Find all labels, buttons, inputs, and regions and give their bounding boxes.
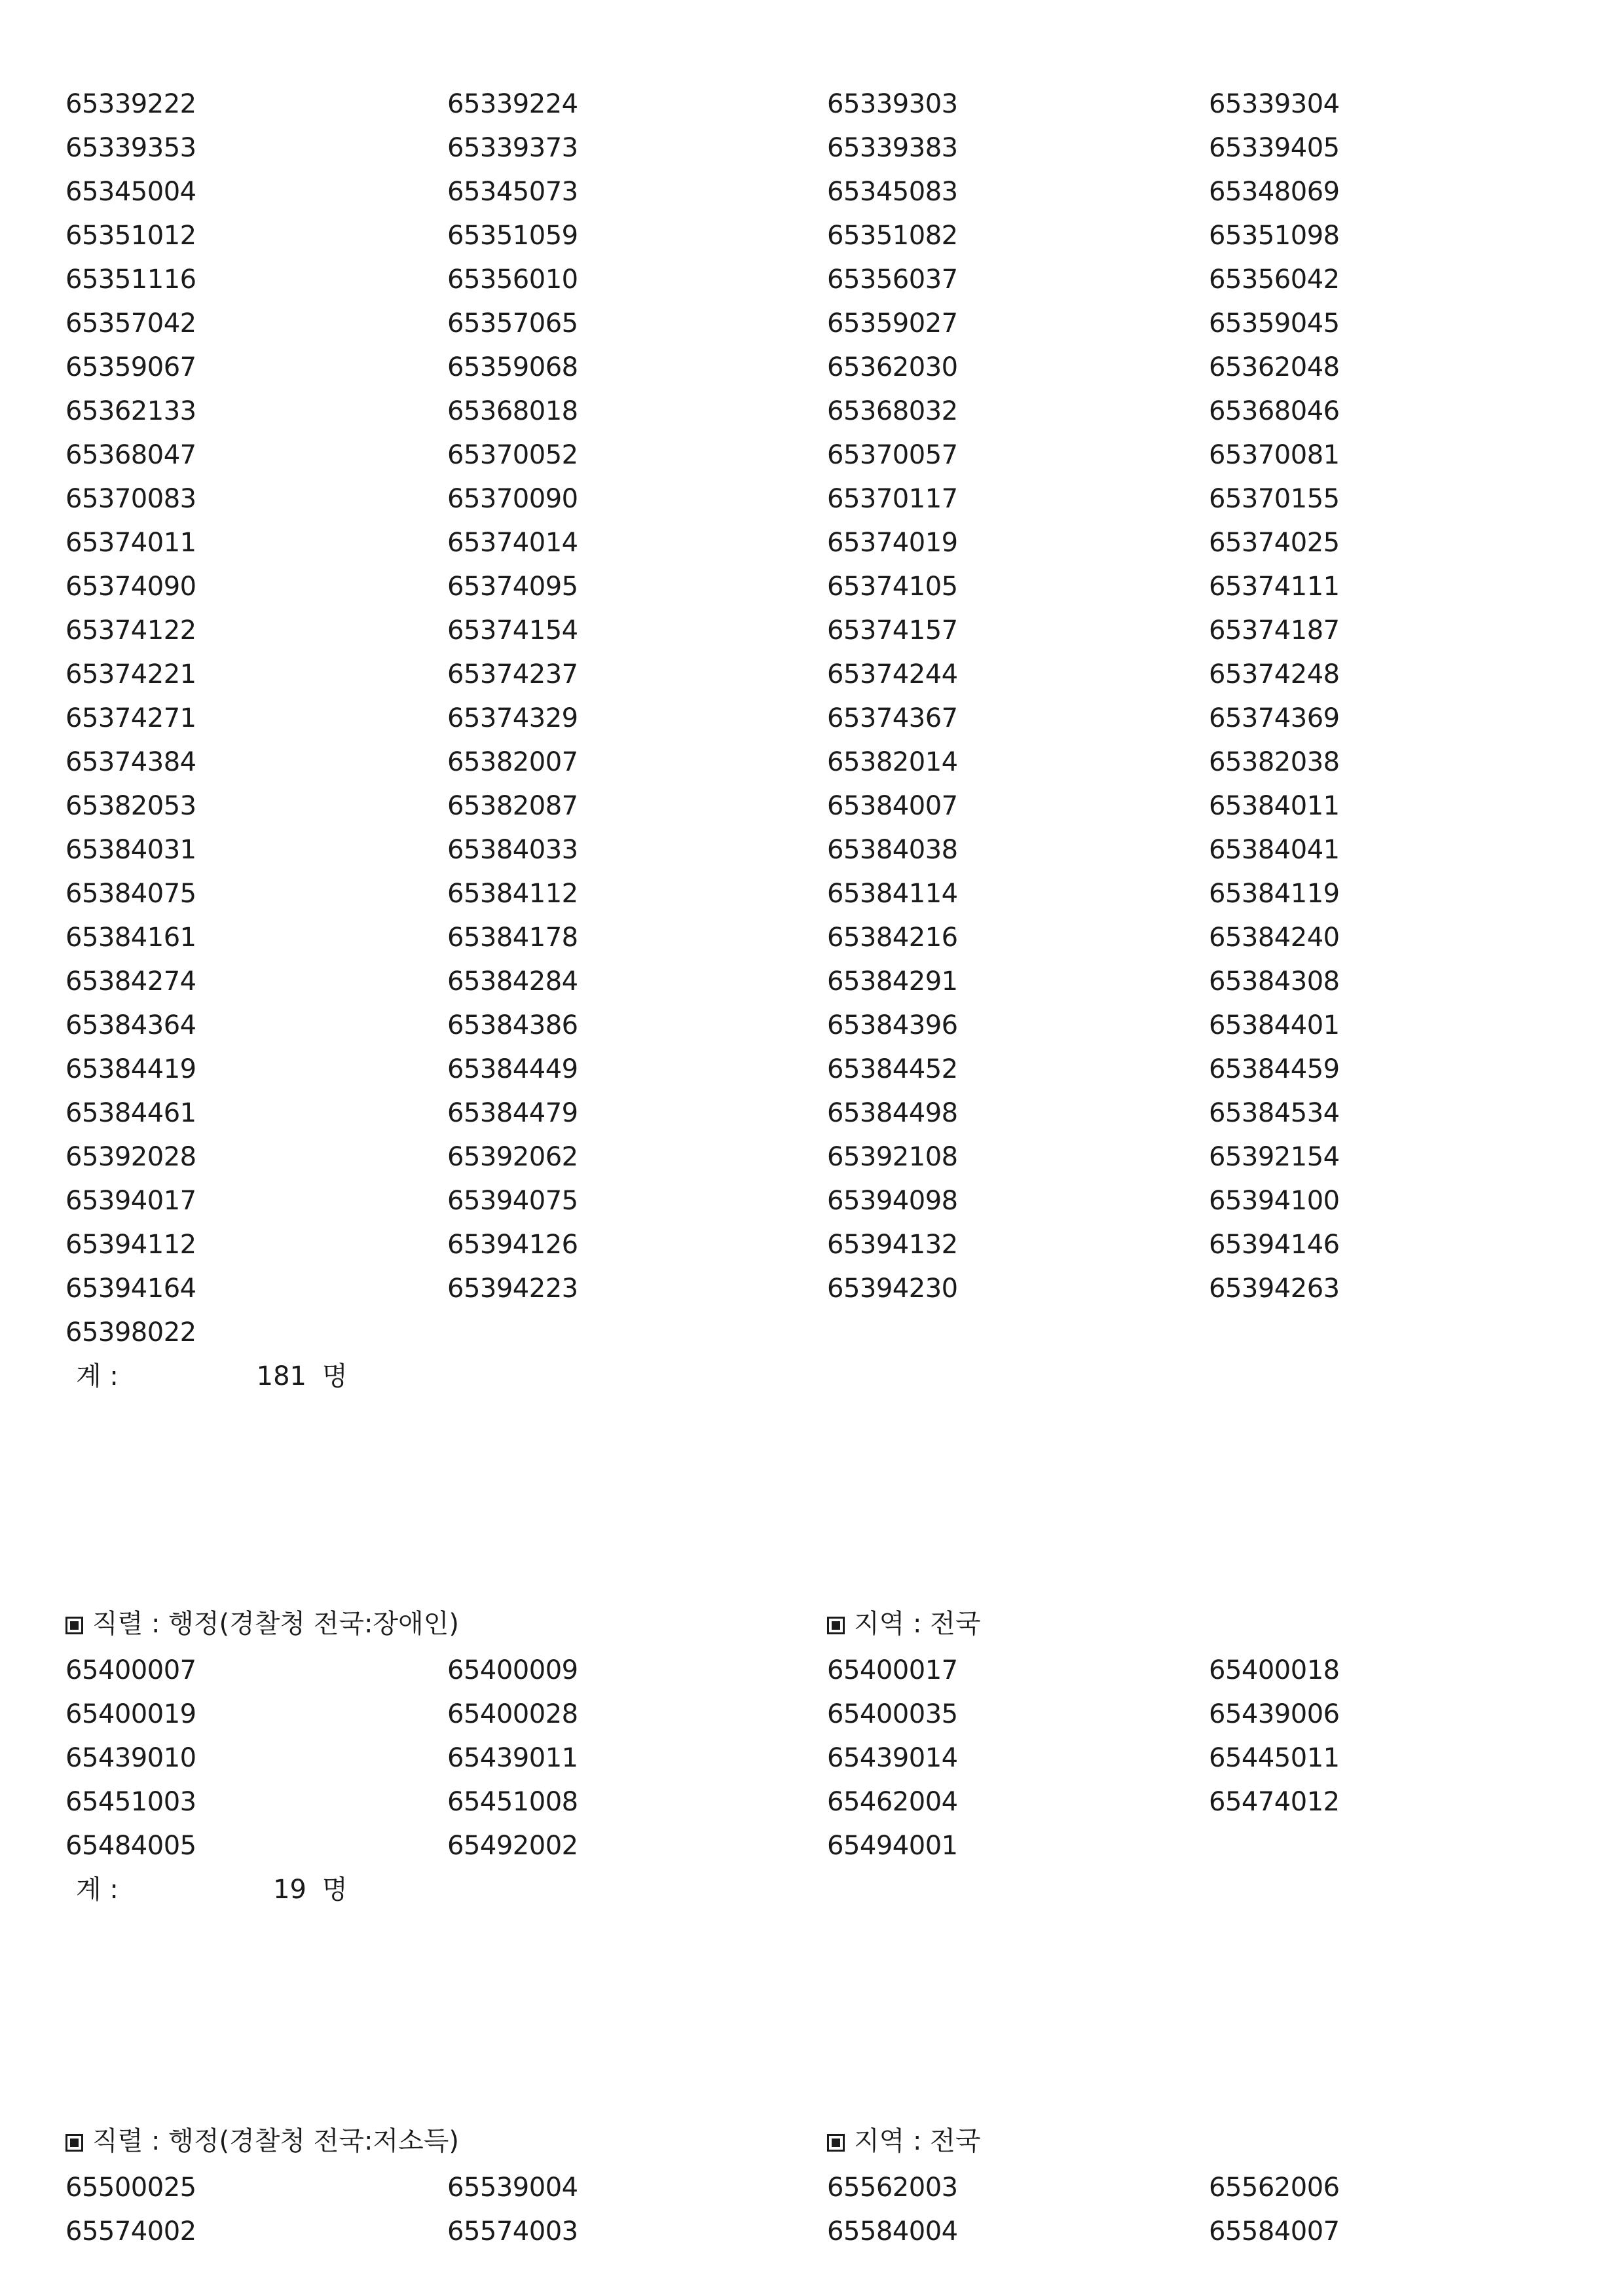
section-list-1 (65, 83, 1559, 1399)
applicant-number: 65400018 (1209, 1655, 1340, 1685)
applicant-number: 65345004 (65, 177, 196, 207)
total-count: 181 (256, 1361, 306, 1391)
applicant-number: 65374154 (447, 615, 578, 646)
applicant-number: 65384112 (447, 879, 578, 909)
applicant-number: 65539004 (447, 2173, 578, 2203)
applicant-number: 65374187 (1209, 615, 1340, 646)
applicant-number: 65351082 (827, 221, 958, 251)
applicant-number: 65384291 (827, 966, 958, 997)
filled-square-icon (65, 2134, 83, 2152)
applicant-number: 65374095 (447, 572, 578, 602)
applicant-number: 65368047 (65, 440, 196, 470)
applicant-number: 65394132 (827, 1230, 958, 1260)
applicant-number: 65374105 (827, 572, 958, 602)
applicant-number: 65394075 (447, 1186, 578, 1216)
applicant-number: 65370057 (827, 440, 958, 470)
applicant-number: 65370155 (1209, 484, 1340, 514)
applicant-number: 65370117 (827, 484, 958, 514)
applicant-number: 65384033 (447, 835, 578, 865)
applicant-number: 65374271 (65, 703, 196, 733)
applicant-number: 65384461 (65, 1098, 196, 1128)
applicant-number: 65374019 (827, 528, 958, 558)
applicant-number: 65394098 (827, 1186, 958, 1216)
applicant-number: 65494001 (827, 1831, 958, 1861)
applicant-number: 65439011 (447, 1743, 578, 1773)
applicant-number: 65584004 (827, 2216, 958, 2247)
applicant-number: 65339304 (1209, 89, 1340, 119)
header-region (827, 2116, 980, 2166)
applicant-number: 65374157 (827, 615, 958, 646)
applicant-number: 65400035 (827, 1699, 958, 1729)
total-label: 계 : (76, 1361, 119, 1391)
applicant-number: 65374090 (65, 572, 196, 602)
applicant-number: 65484005 (65, 1831, 196, 1861)
applicant-number: 65392028 (65, 1142, 196, 1172)
applicant-number: 65384038 (827, 835, 958, 865)
applicant-number: 65368032 (827, 396, 958, 426)
applicant-number: 65351012 (65, 221, 196, 251)
applicant-number: 65384479 (447, 1098, 578, 1128)
applicant-number: 65384007 (827, 791, 958, 821)
applicant-number: 65394017 (65, 1186, 196, 1216)
applicant-number: 65351098 (1209, 221, 1340, 251)
header-region-text: 지역 : 전국 (854, 1609, 981, 1639)
applicant-number: 65384284 (447, 966, 578, 997)
applicant-number: 65339383 (827, 133, 958, 163)
number-grid (65, 2166, 1559, 2254)
applicant-number: 65370083 (65, 484, 196, 514)
header-category-text: 직렬 : 행정(경찰청 전국:장애인) (92, 1609, 459, 1639)
applicant-number: 65374248 (1209, 659, 1340, 689)
applicant-number: 65359027 (827, 308, 958, 339)
applicant-number: 65394146 (1209, 1230, 1340, 1260)
section-header (65, 2116, 1559, 2166)
applicant-number: 65400009 (447, 1655, 578, 1685)
applicant-number: 65374244 (827, 659, 958, 689)
applicant-number: 65374014 (447, 528, 578, 558)
total-row (65, 1355, 1559, 1399)
applicant-number: 65374369 (1209, 703, 1340, 733)
applicant-number: 65384459 (1209, 1054, 1340, 1084)
applicant-number: 65394223 (447, 1274, 578, 1304)
applicant-number: 65356042 (1209, 265, 1340, 295)
applicant-number: 65394126 (447, 1230, 578, 1260)
applicant-number: 65384011 (1209, 791, 1340, 821)
applicant-number: 65562003 (827, 2173, 958, 2203)
applicant-number: 65345083 (827, 177, 958, 207)
applicant-number: 65492002 (447, 1831, 578, 1861)
total-label: 계 : (76, 1875, 119, 1905)
applicant-number: 65384308 (1209, 966, 1340, 997)
applicant-number: 65339222 (65, 89, 196, 119)
applicant-number: 65439014 (827, 1743, 958, 1773)
applicant-number: 65374237 (447, 659, 578, 689)
section-header (65, 1599, 1559, 1649)
total-unit: 명 (322, 1361, 348, 1391)
applicant-number: 65359068 (447, 352, 578, 382)
applicant-number: 65356037 (827, 265, 958, 295)
applicant-number: 65384452 (827, 1054, 958, 1084)
number-grid (65, 1649, 1559, 1868)
applicant-number: 65374011 (65, 528, 196, 558)
applicant-number: 65384401 (1209, 1010, 1340, 1040)
total-unit: 명 (322, 1875, 348, 1905)
applicant-number: 65382053 (65, 791, 196, 821)
applicant-number: 65374025 (1209, 528, 1340, 558)
applicant-number: 65382014 (827, 747, 958, 777)
header-region-text: 지역 : 전국 (854, 2126, 981, 2156)
applicant-number: 65474012 (1209, 1787, 1340, 1817)
applicant-number: 65445011 (1209, 1743, 1340, 1773)
applicant-number: 65500025 (65, 2173, 196, 2203)
header-category (65, 1599, 459, 1649)
applicant-number: 65362133 (65, 396, 196, 426)
applicant-number: 65348069 (1209, 177, 1340, 207)
applicant-number: 65451003 (65, 1787, 196, 1817)
applicant-number: 65339303 (827, 89, 958, 119)
applicant-number: 65384498 (827, 1098, 958, 1128)
applicant-number: 65562006 (1209, 2173, 1340, 2203)
applicant-number: 65359045 (1209, 308, 1340, 339)
applicant-number: 65439010 (65, 1743, 196, 1773)
applicant-number: 65400028 (447, 1699, 578, 1729)
applicant-number: 65394100 (1209, 1186, 1340, 1216)
applicant-number: 65392062 (447, 1142, 578, 1172)
applicant-number: 65574003 (447, 2216, 578, 2247)
section-list-3 (65, 2116, 1559, 2254)
applicant-number: 65384041 (1209, 835, 1340, 865)
applicant-number: 65374221 (65, 659, 196, 689)
applicant-number: 65400007 (65, 1655, 196, 1685)
applicant-number: 65339405 (1209, 133, 1340, 163)
applicant-number: 65384534 (1209, 1098, 1340, 1128)
applicant-number: 65392108 (827, 1142, 958, 1172)
applicant-number: 65356010 (447, 265, 578, 295)
applicant-number: 65362048 (1209, 352, 1340, 382)
applicant-number: 65462004 (827, 1787, 958, 1817)
applicant-number: 65357065 (447, 308, 578, 339)
applicant-number: 65384216 (827, 923, 958, 953)
applicant-number: 65384119 (1209, 879, 1340, 909)
header-category (65, 2116, 459, 2166)
applicant-number: 65400019 (65, 1699, 196, 1729)
applicant-number: 65368046 (1209, 396, 1340, 426)
applicant-number: 65394263 (1209, 1274, 1340, 1304)
applicant-number: 65384114 (827, 879, 958, 909)
applicant-number: 65384386 (447, 1010, 578, 1040)
applicant-number: 65384396 (827, 1010, 958, 1040)
applicant-number: 65384075 (65, 879, 196, 909)
applicant-number: 65362030 (827, 352, 958, 382)
applicant-number: 65374367 (827, 703, 958, 733)
applicant-number: 65384178 (447, 923, 578, 953)
applicant-number: 65359067 (65, 352, 196, 382)
applicant-number: 65394164 (65, 1274, 196, 1304)
header-region (827, 1599, 980, 1649)
applicant-number: 65382038 (1209, 747, 1340, 777)
applicant-number: 65398022 (65, 1317, 196, 1348)
applicant-number: 65584007 (1209, 2216, 1340, 2247)
header-category-text: 직렬 : 행정(경찰청 전국:저소득) (92, 2126, 459, 2156)
applicant-number: 65339373 (447, 133, 578, 163)
applicant-number: 65384031 (65, 835, 196, 865)
applicant-number: 65370052 (447, 440, 578, 470)
filled-square-icon (65, 1617, 83, 1634)
applicant-number: 65351116 (65, 265, 196, 295)
applicant-number: 65339224 (447, 89, 578, 119)
total-row (65, 1868, 1559, 1912)
filled-square-icon (827, 1617, 845, 1634)
applicant-number: 65394230 (827, 1274, 958, 1304)
section-list-2 (65, 1599, 1559, 1912)
applicant-number: 65400017 (827, 1655, 958, 1685)
applicant-number: 65394112 (65, 1230, 196, 1260)
applicant-number: 65357042 (65, 308, 196, 339)
number-grid (65, 83, 1559, 1355)
total-count: 19 (273, 1875, 306, 1905)
applicant-number: 65382087 (447, 791, 578, 821)
applicant-number: 65392154 (1209, 1142, 1340, 1172)
applicant-number: 65374111 (1209, 572, 1340, 602)
filled-square-icon (827, 2134, 845, 2152)
applicant-number: 65451008 (447, 1787, 578, 1817)
applicant-number: 65368018 (447, 396, 578, 426)
applicant-number: 65439006 (1209, 1699, 1340, 1729)
applicant-number: 65382007 (447, 747, 578, 777)
applicant-number: 65374329 (447, 703, 578, 733)
applicant-number: 65384364 (65, 1010, 196, 1040)
applicant-number: 65370090 (447, 484, 578, 514)
applicant-number: 65374122 (65, 615, 196, 646)
applicant-number: 65384274 (65, 966, 196, 997)
applicant-number: 65574002 (65, 2216, 196, 2247)
applicant-number: 65384419 (65, 1054, 196, 1084)
applicant-number: 65374384 (65, 747, 196, 777)
applicant-number: 65370081 (1209, 440, 1340, 470)
applicant-number: 65384240 (1209, 923, 1340, 953)
applicant-number: 65351059 (447, 221, 578, 251)
applicant-number: 65384161 (65, 923, 196, 953)
applicant-number: 65339353 (65, 133, 196, 163)
applicant-number: 65345073 (447, 177, 578, 207)
applicant-number: 65384449 (447, 1054, 578, 1084)
